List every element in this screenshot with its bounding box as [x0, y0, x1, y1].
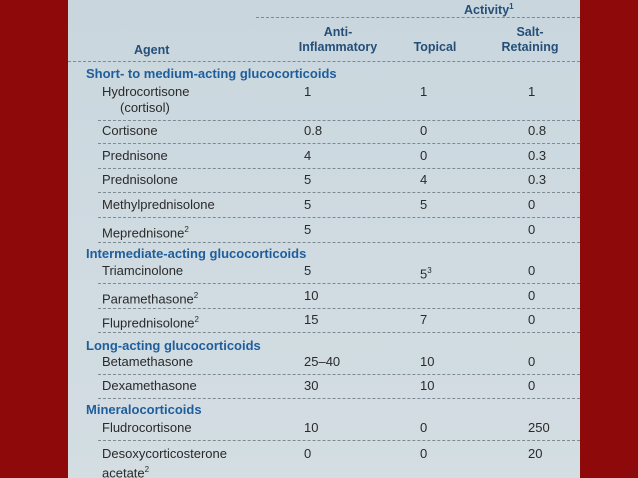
agent-name: Hydrocortisone	[102, 84, 190, 99]
salt-cell	[528, 420, 550, 436]
col-agent-header	[134, 43, 224, 58]
anti-cell	[304, 312, 318, 328]
agent-footnote: 2	[193, 291, 199, 300]
topical-cell	[420, 148, 427, 164]
topical-footnote: 3	[427, 266, 432, 275]
row-divider	[98, 308, 580, 309]
salt-cell-value: 0.8	[528, 123, 547, 138]
agent-cell	[102, 288, 198, 307]
anti-cell-value: 5	[304, 263, 312, 278]
anti-cell	[304, 263, 311, 279]
activity-header	[464, 0, 514, 17]
anti-cell	[304, 222, 311, 238]
topical-cell-value: 0	[420, 148, 428, 163]
agent-footnote: 2	[184, 225, 189, 234]
salt-cell	[528, 354, 535, 370]
agent-name: Methylprednisolone	[102, 197, 215, 212]
anti-cell-value: 1	[304, 84, 312, 99]
anti-cell	[304, 148, 311, 164]
agent-cell	[102, 148, 168, 164]
agent-name: Fluprednisolone	[102, 315, 195, 331]
agent-name: Cortisone	[102, 123, 158, 138]
topical-cell-value: 7	[420, 312, 428, 327]
anti-cell	[304, 172, 311, 188]
agent-footnote: 2	[194, 315, 199, 324]
col-topical-label: Topical	[413, 40, 457, 54]
topical-cell-value: 0	[420, 420, 428, 435]
col-anti-line2: Inflammatory	[298, 40, 378, 54]
col-salt-line1: Salt-	[516, 25, 544, 39]
activity-label: Activity	[464, 3, 510, 18]
topical-cell	[420, 172, 427, 188]
salt-cell	[528, 312, 535, 328]
agent-cell	[102, 420, 192, 436]
salt-cell	[528, 84, 535, 100]
header-rule	[68, 61, 580, 62]
anti-cell	[304, 84, 311, 100]
agent-cell	[102, 172, 178, 188]
agent-footnote: 2	[144, 465, 150, 474]
anti-cell-value: 25–40	[304, 354, 341, 369]
agent-name: Triamcinolone	[102, 263, 184, 278]
agent-cell	[102, 354, 193, 370]
agent-name-line2: acetate	[102, 465, 145, 478]
row-divider	[98, 217, 580, 218]
salt-cell	[528, 123, 546, 139]
agent-cell	[102, 312, 199, 331]
salt-cell-value: 250	[528, 420, 550, 435]
anti-cell	[304, 378, 318, 394]
topical-cell	[420, 123, 427, 139]
salt-cell	[528, 263, 535, 279]
salt-cell-value: 0	[528, 354, 536, 369]
agent-name: Prednisolone	[102, 172, 178, 187]
salt-cell	[528, 378, 535, 394]
topical-cell	[420, 263, 432, 282]
salt-cell-value: 0.3	[528, 148, 547, 163]
salt-cell	[528, 288, 535, 304]
agent-name: Dexamethasone	[102, 378, 197, 393]
salt-cell-value: 0	[528, 288, 536, 303]
table-page	[68, 0, 580, 478]
agent-cell	[102, 84, 189, 116]
section-title: Mineralocorticoids	[86, 402, 202, 417]
row-divider	[98, 398, 580, 399]
anti-cell-value: 0.8	[304, 123, 323, 138]
salt-cell	[528, 446, 542, 462]
topical-cell	[420, 197, 427, 213]
row-divider	[98, 283, 580, 284]
activity-rule	[256, 17, 580, 18]
row-divider	[98, 242, 580, 243]
topical-cell	[420, 420, 427, 436]
row-divider	[98, 440, 580, 441]
topical-cell-value: 5	[420, 197, 428, 212]
activity-footnote: 1	[509, 2, 514, 11]
anti-cell	[304, 288, 318, 304]
section-title: Intermediate-acting glucocorticoids	[86, 246, 307, 261]
topical-cell	[420, 378, 434, 394]
row-divider	[98, 143, 580, 144]
topical-cell-value: 4	[420, 172, 428, 187]
anti-cell-value: 0	[304, 446, 312, 461]
anti-cell	[304, 446, 311, 462]
agent-cell	[102, 197, 215, 213]
anti-cell-value: 5	[304, 172, 312, 187]
salt-cell	[528, 172, 546, 188]
salt-cell	[528, 222, 535, 238]
topical-cell-value: 1	[420, 84, 428, 99]
col-salt-line2: Retaining	[501, 40, 559, 54]
topical-cell-value: 10	[420, 354, 435, 369]
section-title: Long-acting glucocorticoids	[86, 338, 261, 353]
agent-name: Prednisone	[102, 148, 168, 163]
salt-cell-value: 0	[528, 222, 536, 237]
agent-name: Fludrocortisone	[102, 420, 192, 435]
topical-cell	[420, 354, 434, 370]
anti-cell-value: 5	[304, 197, 312, 212]
section-title: Short- to medium-acting glucocorticoids	[86, 66, 337, 81]
col-agent-label: Agent	[134, 43, 170, 57]
row-divider	[98, 332, 580, 333]
topical-cell	[420, 84, 427, 100]
salt-cell	[528, 197, 535, 213]
anti-cell-value: 5	[304, 222, 312, 237]
topical-cell-value: 0	[420, 123, 428, 138]
anti-cell-value: 4	[304, 148, 312, 163]
topical-cell	[420, 312, 427, 328]
salt-cell-value: 0	[528, 197, 536, 212]
topical-cell	[420, 446, 427, 462]
anti-cell-value: 10	[304, 288, 319, 303]
topical-cell-value: 10	[420, 378, 435, 393]
row-divider	[98, 374, 580, 375]
salt-cell-value: 1	[528, 84, 536, 99]
agent-name: Meprednisone	[102, 225, 185, 241]
row-divider	[98, 192, 580, 193]
agent-cell	[102, 222, 189, 241]
salt-cell	[528, 148, 546, 164]
agent-name: Desoxycorticosterone	[102, 446, 227, 461]
anti-cell	[304, 123, 322, 139]
topical-cell-value: 5	[420, 266, 428, 282]
anti-cell	[304, 354, 340, 370]
salt-cell-value: 0.3	[528, 172, 547, 187]
salt-cell-value: 0	[528, 263, 536, 278]
salt-cell-value: 0	[528, 378, 536, 393]
agent-cell	[102, 446, 227, 478]
salt-cell-value: 20	[528, 446, 543, 461]
row-divider	[98, 168, 580, 169]
anti-cell	[304, 420, 318, 436]
agent-cell	[102, 378, 197, 394]
anti-cell-value: 15	[304, 312, 319, 327]
col-anti-line1: Anti-	[323, 25, 353, 39]
col-salt-header	[480, 25, 580, 55]
anti-cell-value: 10	[304, 420, 319, 435]
salt-cell-value: 0	[528, 312, 536, 327]
anti-cell	[304, 197, 311, 213]
row-divider	[98, 120, 580, 121]
anti-cell-value: 30	[304, 378, 319, 393]
agent-name-line2: (cortisol)	[120, 100, 170, 115]
col-topical-header	[390, 40, 480, 55]
agent-name: Paramethasone	[102, 291, 194, 307]
agent-name: Betamethasone	[102, 354, 194, 369]
topical-cell-value: 0	[420, 446, 428, 461]
agent-cell	[102, 263, 183, 279]
agent-cell	[102, 123, 158, 139]
col-anti-header	[268, 25, 408, 55]
